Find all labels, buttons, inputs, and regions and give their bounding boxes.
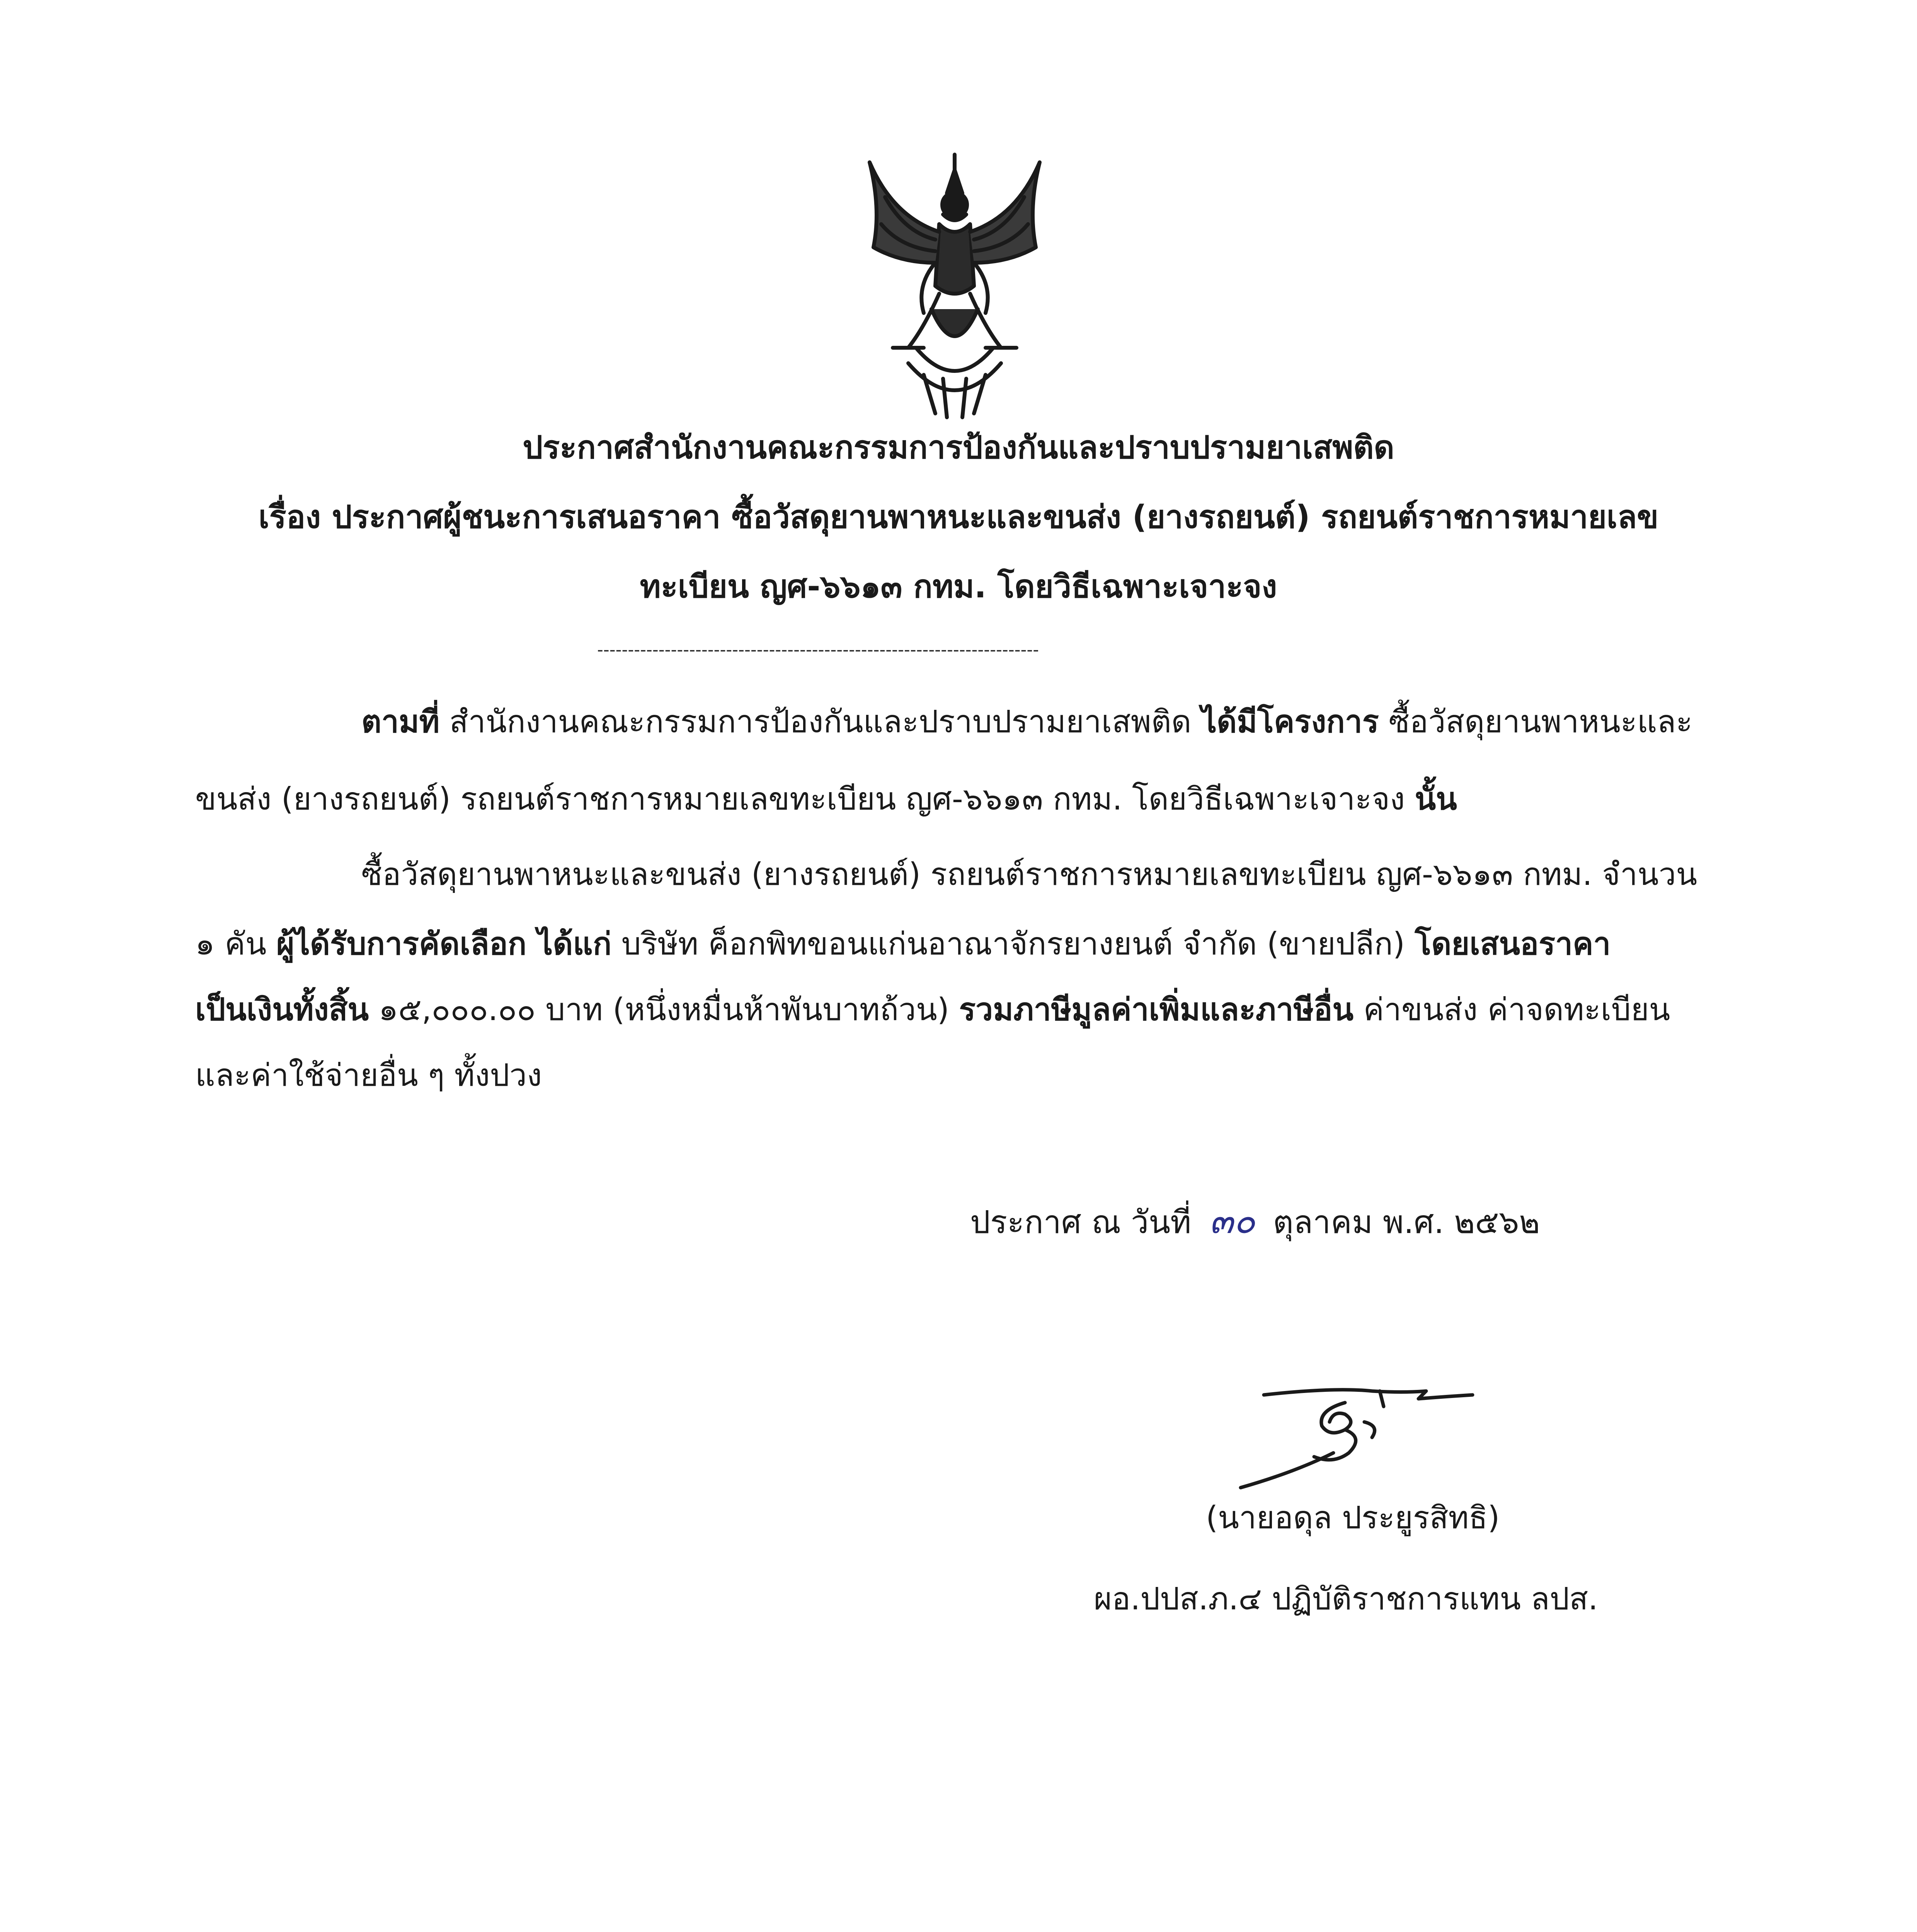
announcement-title: ประกาศสำนักงานคณะกรรมการป้องกันและปราบปรามยาเสพติด [523,429,1394,466]
total-label: เป็นเงินทั้งสิ้น [195,992,369,1027]
tax-included-label: รวมภาษีมูลค่าเพิ่มและภาษีอื่น [959,992,1354,1027]
paragraph-2-line-1: ซื้อวัสดุยานพาหนะและขนส่ง (ยางรถยนต์) รถยนต์ราชการหมายเลขทะเบียน ญศ-๖๖๑๓ กทม. จำนวน [361,856,1697,892]
paragraph-2-line-3 [195,991,1670,1028]
offer-label: โดยเสนอราคา [1415,926,1611,962]
handwritten-signature-icon [1217,1364,1488,1495]
paragraph-1-line-1 [361,703,1692,740]
announcement-subject-line-2: ทะเบียน ญศ-๖๖๑๓ กทม. โดยวิธีเฉพาะเจาะจง [640,568,1277,605]
paragraph-2-line-4: และค่าใช้จ่ายอื่น ๆ ทั้งปวง [195,1057,542,1093]
date-day-handwritten: ๓๐ [1209,1200,1255,1242]
date-month-year: ตุลาคม พ.ศ. ๒๕๖๒ [1273,1204,1540,1241]
date-prefix: ประกาศ ณ วันที่ [970,1204,1192,1241]
paragraph-2-line-2 [195,925,1611,963]
paragraph-1-line-2 [195,781,1457,818]
paragraph-1-project-text: ซื้อวัสดุยานพาหนะและ [1379,704,1693,740]
total-amount: ๑๕,๐๐๐.๐๐ บาท (หนึ่งหมื่นห้าพันบาทถ้วน) [369,992,959,1027]
paragraph-1-agency: สำนักงานคณะกรรมการป้องกันและปราบปรามยาเสพติด [439,704,1201,740]
garuda-emblem-icon [846,147,1063,425]
paragraph-1-project-text-cont: ขนส่ง (ยางรถยนต์) รถยนต์ราชการหมายเลขทะเบียน ญศ-๖๖๑๓ กทม. โดยวิธีเฉพาะเจาะจง [195,781,1415,817]
quantity-text: ๑ คัน [195,926,276,962]
selected-vendor-label: ผู้ได้รับการคัดเลือก ได้แก่ [276,926,612,962]
paragraph-1-project-label: ได้มีโครงการ [1201,704,1379,740]
selected-vendor-name: บริษัท ค็อกพิทขอนแก่นอาณาจักรยางยนต์ จำกัด (ขายปลีก) [611,926,1415,962]
announcement-date [970,1200,1540,1242]
signer-name: (นายอดุล ประยูรสิทธิ) [1206,1500,1500,1536]
announcement-subject-line-1: เรื่อง ประกาศผู้ชนะการเสนอราคา ซื้อวัสดุยานพาหนะและขนส่ง (ยางรถยนต์) รถยนต์ราชการหมายเลข [258,499,1659,536]
signer-position: ผอ.ปปส.ภ.๔ ปฏิบัติราชการแทน ลปส. [1094,1581,1598,1617]
divider: ------------------------------------------------------------------------ [597,641,1039,658]
additional-costs-text: ค่าขนส่ง ค่าจดทะเบียน [1353,992,1670,1027]
paragraph-1-end: นั้น [1415,781,1457,817]
paragraph-1-lead: ตามที่ [361,704,440,740]
